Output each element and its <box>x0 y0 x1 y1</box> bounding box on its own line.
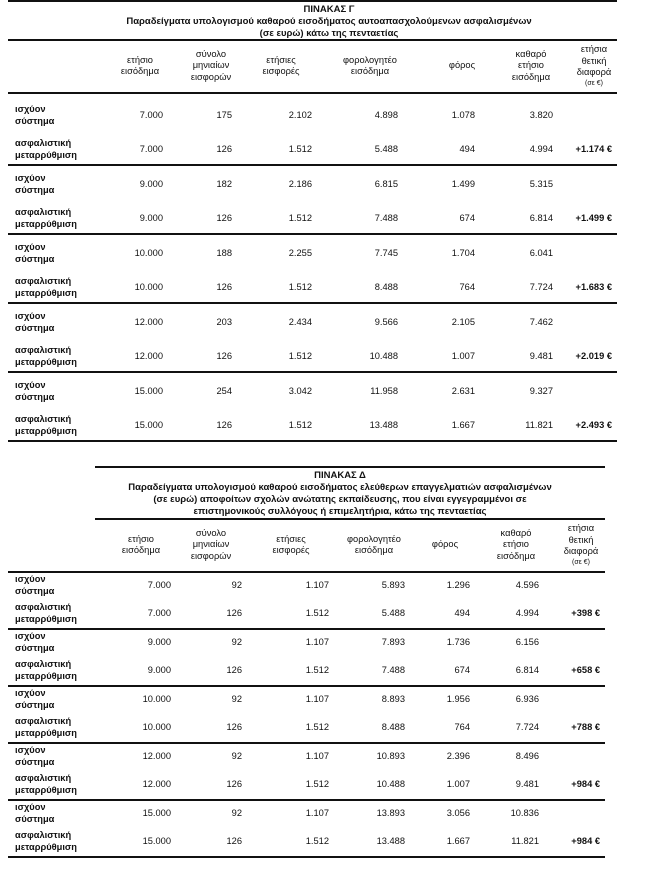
cell-value: 10.488 <box>376 779 405 789</box>
cell-value: 1.107 <box>305 637 329 647</box>
cell-value: 126 <box>216 420 232 430</box>
table-g-top-rule <box>8 0 617 2</box>
cell-value: 2.434 <box>288 317 312 327</box>
column-header-line: εισόδημα <box>350 66 390 76</box>
row-label-line: ισχύον <box>15 380 46 390</box>
cell-value: 11.821 <box>525 420 553 430</box>
table-g-title-line2: (σε ευρώ) κάτω της πενταετίας <box>259 28 399 39</box>
row-label <box>15 687 54 711</box>
cell-value: 6.815 <box>374 179 398 189</box>
cell-value: 12.000 <box>134 317 163 327</box>
cell-value: 1.107 <box>305 808 329 818</box>
cell-value: 6.814 <box>515 665 539 675</box>
cell-value: 126 <box>226 608 242 618</box>
cell-value: 15.000 <box>142 808 171 818</box>
cell-value: 1.499 <box>451 179 475 189</box>
cell-value: 5.893 <box>381 580 405 590</box>
row-label-line: ασφαλιστική <box>15 659 72 669</box>
column-header-line: εισόδημα <box>511 71 551 82</box>
positive-difference: +398 € <box>571 608 600 618</box>
cell-value: 7.000 <box>139 144 163 154</box>
cell-value: 1.107 <box>305 751 329 761</box>
cell-value: 9.000 <box>147 637 171 647</box>
cell-value: 9.481 <box>515 779 539 789</box>
row-label-line: μεταρρύθμιση <box>15 426 77 436</box>
row-label <box>15 658 77 682</box>
row-label-line: μεταρρύθμιση <box>15 728 77 738</box>
cell-value: 1.512 <box>288 351 312 361</box>
table-d-header-bottom-rule <box>8 571 605 573</box>
cell-value: 6.156 <box>515 637 539 647</box>
cell-value: 15.000 <box>134 386 163 396</box>
column-header <box>549 44 639 88</box>
table-d-title-line3: επιστημονικούς συλλόγους ή επιμελητήρια, κάτω της πενταετίας <box>193 506 487 517</box>
row-label <box>15 573 54 597</box>
cell-value: 92 <box>231 694 242 704</box>
cell-value: 13.488 <box>369 420 398 430</box>
cell-value: 1.512 <box>305 665 329 675</box>
cell-value: 10.836 <box>510 808 539 818</box>
column-header-line: θετική <box>568 534 594 545</box>
row-label-line: ισχύον <box>15 104 46 114</box>
cell-value: 7.724 <box>529 282 553 292</box>
cell-value: 126 <box>226 665 242 675</box>
cell-value: 1.512 <box>288 420 312 430</box>
column-header-line: εισόδημα <box>496 550 536 561</box>
row-label-line: ισχύον <box>15 745 46 755</box>
cell-value: 1.704 <box>451 248 475 258</box>
cell-value: 2.102 <box>288 110 312 120</box>
cell-value: 12.000 <box>142 751 171 761</box>
column-header-line: φόρος <box>448 60 476 71</box>
cell-value: 126 <box>216 213 232 223</box>
cell-value: 7.488 <box>381 665 405 675</box>
cell-value: 1.296 <box>446 580 470 590</box>
row-label <box>15 137 77 161</box>
row-label-line: ασφαλιστική <box>15 276 72 286</box>
cell-value: 10.000 <box>134 282 163 292</box>
cell-value: 126 <box>216 282 232 292</box>
cell-value: 8.893 <box>381 694 405 704</box>
column-header-line: καθαρό <box>515 48 547 59</box>
column-header-line: φορολογητέο <box>347 533 401 544</box>
cell-value: 1.512 <box>305 779 329 789</box>
row-label-line: ασφαλιστική <box>15 138 72 148</box>
row-label-line: μεταρρύθμιση <box>15 288 77 298</box>
cell-value: 764 <box>459 282 475 292</box>
positive-difference: +658 € <box>571 665 600 675</box>
cell-value: 175 <box>216 110 232 120</box>
row-label <box>15 344 77 368</box>
column-header-line: ετήσια <box>567 523 595 534</box>
table-bottom-rule <box>8 856 605 858</box>
row-group-rule <box>8 628 605 630</box>
row-label-line: ασφαλιστική <box>15 345 72 355</box>
cell-value: 3.820 <box>529 110 553 120</box>
cell-value: 7.462 <box>529 317 553 327</box>
cell-value: 1.107 <box>305 694 329 704</box>
row-label-line: σύστημα <box>15 254 55 264</box>
cell-value: 1.512 <box>288 213 312 223</box>
table-bottom-rule <box>8 440 617 442</box>
column-header-line: εισφορών <box>190 71 232 82</box>
row-label-line: σύστημα <box>15 116 55 126</box>
cell-value: 11.821 <box>511 836 539 846</box>
cell-value: 1.736 <box>446 637 470 647</box>
column-header-line: εισφορών <box>190 550 232 561</box>
column-header <box>166 528 256 563</box>
column-header <box>246 534 336 557</box>
cell-value: 8.496 <box>515 751 539 761</box>
row-label-line: σύστημα <box>15 757 55 767</box>
cell-value: 9.481 <box>529 351 553 361</box>
row-label <box>15 630 54 654</box>
cell-value: 12.000 <box>142 779 171 789</box>
row-label <box>15 601 77 625</box>
cell-value: 6.936 <box>515 694 539 704</box>
column-header-line: διαφορά <box>576 67 612 78</box>
column-header-line: φορολογητέο <box>343 54 397 65</box>
column-header-line: εισφορές <box>272 545 310 555</box>
column-header <box>536 523 626 567</box>
cell-value: 182 <box>216 179 232 189</box>
cell-value: 2.396 <box>446 751 470 761</box>
cell-value: 9.327 <box>529 386 553 396</box>
cell-value: 188 <box>216 248 232 258</box>
cell-value: 4.596 <box>515 580 539 590</box>
column-header-line: μηνιαίων <box>192 539 230 550</box>
cell-value: 494 <box>454 608 470 618</box>
cell-value: 9.566 <box>374 317 398 327</box>
cell-value: 7.000 <box>139 110 163 120</box>
column-header-line: ετήσιες <box>266 54 296 65</box>
row-label <box>15 801 54 825</box>
table-g-header-rule <box>8 39 617 41</box>
cell-value: 126 <box>226 779 242 789</box>
cell-value: 10.000 <box>142 722 171 732</box>
table-g-title-line1: Παραδείγματα υπολογισμού καθαρού εισοδήματος αυτοαπασχολούμενων ασφαλισμένων <box>126 16 532 27</box>
row-label-line: ισχύον <box>15 574 46 584</box>
row-label <box>15 310 54 334</box>
cell-value: 1.667 <box>446 836 470 846</box>
column-header-unit-note: (σε €) <box>585 79 603 87</box>
cell-value: 15.000 <box>134 420 163 430</box>
column-header-line: φόρος <box>431 539 459 550</box>
cell-value: 8.488 <box>381 722 405 732</box>
row-label <box>15 379 54 403</box>
cell-value: 1.512 <box>288 144 312 154</box>
cell-value: 126 <box>226 836 242 846</box>
cell-value: 13.893 <box>376 808 405 818</box>
row-label <box>15 241 54 265</box>
row-group-rule <box>8 164 617 166</box>
positive-difference: +2.019 € <box>575 351 612 361</box>
cell-value: 1.956 <box>446 694 470 704</box>
column-header-line: ετήσια <box>580 44 608 55</box>
row-group-rule <box>8 799 605 801</box>
cell-value: 764 <box>454 722 470 732</box>
row-label-line: σύστημα <box>15 643 55 653</box>
cell-value: 3.056 <box>446 808 470 818</box>
cell-value: 7.000 <box>147 608 171 618</box>
row-label-line: ασφαλιστική <box>15 716 72 726</box>
row-label-line: σύστημα <box>15 814 55 824</box>
cell-value: 2.631 <box>451 386 475 396</box>
cell-value: 254 <box>216 386 232 396</box>
positive-difference: +984 € <box>571 836 600 846</box>
cell-value: 10.893 <box>376 751 405 761</box>
cell-value: 2.255 <box>288 248 312 258</box>
cell-value: 1.512 <box>305 836 329 846</box>
cell-value: 7.488 <box>374 213 398 223</box>
row-label-line: σύστημα <box>15 700 55 710</box>
row-group-rule <box>8 742 605 744</box>
table-g-label: ΠΙΝΑΚΑΣ Γ <box>303 4 355 15</box>
row-label-line: σύστημα <box>15 392 55 402</box>
row-label-line: μεταρρύθμιση <box>15 614 77 624</box>
row-label-line: ισχύον <box>15 311 46 321</box>
cell-value: 1.107 <box>305 580 329 590</box>
cell-value: 1.667 <box>451 420 475 430</box>
column-header-line: εισόδημα <box>120 66 160 76</box>
column-header-line: εισφορές <box>262 66 300 76</box>
cell-value: 6.041 <box>529 248 553 258</box>
cell-value: 3.042 <box>288 386 312 396</box>
row-group-rule <box>8 233 617 235</box>
table-d-top-rule <box>95 466 605 468</box>
column-header <box>325 55 415 78</box>
row-label-line: ισχύον <box>15 802 46 812</box>
row-label <box>15 772 77 796</box>
cell-value: 4.898 <box>374 110 398 120</box>
row-label-line: μεταρρύθμιση <box>15 671 77 681</box>
row-label-line: μεταρρύθμιση <box>15 785 77 795</box>
row-label-line: ισχύον <box>15 173 46 183</box>
cell-value: 5.488 <box>381 608 405 618</box>
cell-value: 92 <box>231 580 242 590</box>
table-g-header-bottom-rule <box>8 92 617 94</box>
positive-difference: +1.499 € <box>575 213 612 223</box>
cell-value: 1.007 <box>446 779 470 789</box>
cell-value: 2.186 <box>288 179 312 189</box>
cell-value: 12.000 <box>134 351 163 361</box>
row-label <box>15 744 54 768</box>
row-label-line: ισχύον <box>15 631 46 641</box>
cell-value: 1.512 <box>288 282 312 292</box>
row-label-line: ασφαλιστική <box>15 414 72 424</box>
cell-value: 1.512 <box>305 722 329 732</box>
table-d-title-line1: Παραδείγματα υπολογισμού καθαρού εισοδήματος ελεύθερων επαγγελματιών ασφαλισμένων <box>128 482 552 493</box>
column-header <box>236 55 326 78</box>
positive-difference: +788 € <box>571 722 600 732</box>
cell-value: 11.958 <box>370 386 398 396</box>
row-group-rule <box>8 685 605 687</box>
table-d-label: ΠΙΝΑΚΑΣ Δ <box>314 470 366 481</box>
row-label <box>15 413 77 437</box>
cell-value: 1.078 <box>451 110 475 120</box>
column-header-line: σύνολο <box>195 527 227 538</box>
column-header-line: ετήσιο <box>127 54 153 65</box>
row-label-line: σύστημα <box>15 586 55 596</box>
cell-value: 5.488 <box>374 144 398 154</box>
positive-difference: +2.493 € <box>575 420 612 430</box>
table-d-title-line2: (σε ευρώ) αποφοίτων σχολών ανώτατης εκπαίδευσης, που είναι εγγεγραμμένοι σε <box>153 494 527 505</box>
column-header-line: ετήσιες <box>276 533 306 544</box>
cell-value: 4.994 <box>529 144 553 154</box>
row-label <box>15 275 77 299</box>
cell-value: 126 <box>216 351 232 361</box>
row-label-line: ασφαλιστική <box>15 602 72 612</box>
cell-value: 8.488 <box>374 282 398 292</box>
cell-value: 10.488 <box>369 351 398 361</box>
cell-value: 674 <box>454 665 470 675</box>
cell-value: 4.994 <box>515 608 539 618</box>
positive-difference: +984 € <box>571 779 600 789</box>
row-group-rule <box>8 302 617 304</box>
cell-value: 9.000 <box>147 665 171 675</box>
cell-value: 126 <box>216 144 232 154</box>
cell-value: 92 <box>231 637 242 647</box>
column-header-line: διαφορά <box>563 546 599 557</box>
cell-value: 10.000 <box>134 248 163 258</box>
column-header-line: ετήσιο <box>503 539 529 550</box>
cell-value: 92 <box>231 751 242 761</box>
row-label-line: ασφαλιστική <box>15 207 72 217</box>
cell-value: 15.000 <box>142 836 171 846</box>
row-label <box>15 103 54 127</box>
row-label-line: ασφαλιστική <box>15 830 72 840</box>
column-header-line: εισόδημα <box>354 545 394 555</box>
cell-value: 5.315 <box>529 179 553 189</box>
column-header-line: ετήσιο <box>128 533 154 544</box>
column-header-line: σύνολο <box>195 48 227 59</box>
cell-value: 7.893 <box>381 637 405 647</box>
cell-value: 7.000 <box>147 580 171 590</box>
cell-value: 2.105 <box>451 317 475 327</box>
row-label-line: σύστημα <box>15 185 55 195</box>
row-label <box>15 829 77 853</box>
cell-value: 7.724 <box>515 722 539 732</box>
cell-value: 1.512 <box>305 608 329 618</box>
column-header-unit-note: (σε €) <box>572 558 590 566</box>
row-label <box>15 206 77 230</box>
cell-value: 9.000 <box>139 213 163 223</box>
row-label-line: μεταρρύθμιση <box>15 150 77 160</box>
cell-value: 10.000 <box>142 694 171 704</box>
cell-value: 494 <box>459 144 475 154</box>
column-header-line: θετική <box>581 55 607 66</box>
row-label-line: μεταρρύθμιση <box>15 219 77 229</box>
column-header-line: μηνιαίων <box>192 60 230 71</box>
cell-value: 1.007 <box>451 351 475 361</box>
cell-value: 9.000 <box>139 179 163 189</box>
row-label-line: ισχύον <box>15 242 46 252</box>
column-header-line: καθαρό <box>500 527 532 538</box>
cell-value: 92 <box>231 808 242 818</box>
row-label-line: μεταρρύθμιση <box>15 842 77 852</box>
column-header-line: ετήσιο <box>518 60 544 71</box>
row-group-rule <box>8 371 617 373</box>
cell-value: 13.488 <box>376 836 405 846</box>
cell-value: 203 <box>216 317 232 327</box>
positive-difference: +1.174 € <box>575 144 612 154</box>
table-d-header-rule <box>95 518 605 520</box>
row-label-line: ισχύον <box>15 688 46 698</box>
row-label <box>15 172 54 196</box>
row-label-line: σύστημα <box>15 323 55 333</box>
positive-difference: +1.683 € <box>575 282 612 292</box>
cell-value: 6.814 <box>529 213 553 223</box>
cell-value: 674 <box>459 213 475 223</box>
row-label <box>15 715 77 739</box>
cell-value: 126 <box>226 722 242 732</box>
column-header-line: εισόδημα <box>121 545 161 555</box>
row-label-line: μεταρρύθμιση <box>15 357 77 367</box>
row-label-line: ασφαλιστική <box>15 773 72 783</box>
cell-value: 7.745 <box>374 248 398 258</box>
